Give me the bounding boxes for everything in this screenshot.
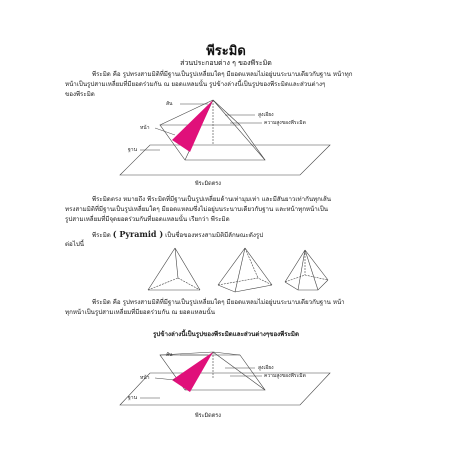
para3-line1: พีระมิด คือ รูปทรงสามมิติที่มีฐานเป็นรูปเหลี่ยมใดๆ มียอดแหลมไม่อยู่บนระนาบเดียวกับฐาน หน้า [92,299,345,306]
page-title: พีระมิด [206,44,246,59]
para3-line2: ทุกหน้าเป็นรูปสามเหลี่ยมที่มียอดร่วมกัน ณ ยอดแหลมนั้น [65,309,215,316]
fig1-label-altitude: ความสูงของพีระมิด [264,120,306,126]
para2-line3: รูปสามเหลี่ยมที่มีจุดยอดร่วมกันที่ยอดแหลมนั้น เรียกว่า พีระมิด [65,216,230,223]
page-subtitle: ส่วนประกอบต่าง ๆ ของพีระมิด [180,59,272,67]
fig1-label-base: ฐาน [128,147,137,153]
para1-line3: ของพีระมิด [65,91,95,98]
edge-line [213,352,240,355]
fig2-label-base: ฐาน [128,395,137,401]
pyramid-word: ( Pyramid ) [112,229,164,239]
highlighted-face [172,352,213,392]
para2-line1: พีระมิดตรง หมายถึง พีระมิดที่มีฐานเป็นรูปเหลี่ยมด้านเท่ามุมเท่า และมีสันยาวเท่ากันทุกเส้น [92,196,331,203]
para1-line2: หน้าเป็นรูปสามเหลี่ยมที่มียอดร่วมกัน ณ ยอดแหลมนั้น รูปข้างล่างนี้เป็นรูปของพีระมิดและส่วนต่างๆ [65,81,326,88]
para1-line1: พีระมิด คือ รูปทรงสามมิติที่มีฐานเป็นรูปเหลี่ยมใดๆ มียอดแหลมไม่อยู่บนระนาบเดียวกับฐาน หน้าทุก [92,71,353,78]
fig1-caption: พีระมิดตรง [195,181,221,187]
pyramid-prefix: พีระมิด [92,232,111,239]
fig2-caption: พีระมิดตรง [195,413,221,419]
leader-line [155,378,175,380]
fig2-label-face: หน้า [140,375,150,381]
pyramid-base [160,355,265,390]
pyramid-suffix: เป็นชื่อของทรงสามมิติมีลักษณะดังรูป [165,232,264,239]
para2-line2: ทรงสามมิติที่มีฐานเป็นรูปเหลี่ยมใดๆ มียอดแหลมซึ่งไม่อยู่บนระนาบเดียวกับฐาน และหน้าทุกหน้าเป็น [65,206,328,213]
fig1-label-face: หน้า [140,125,150,131]
figure2-heading: รูปข้างล่างนี้เป็นรูปของพีระมิดและส่วนต่างๆของพีระมิด [152,331,300,338]
fig2-label-altitude: ความสูงของพีระมิด [264,373,306,379]
fig2-label-slant: สูงเอียง [258,365,274,371]
fig1-label-apex: สัน [166,101,173,107]
fig2-label-apex: สัน [166,352,173,358]
pyramid-line2: ต่อไปนี้ [65,241,85,248]
fig1-label-slant: สูงเอียง [258,112,274,118]
